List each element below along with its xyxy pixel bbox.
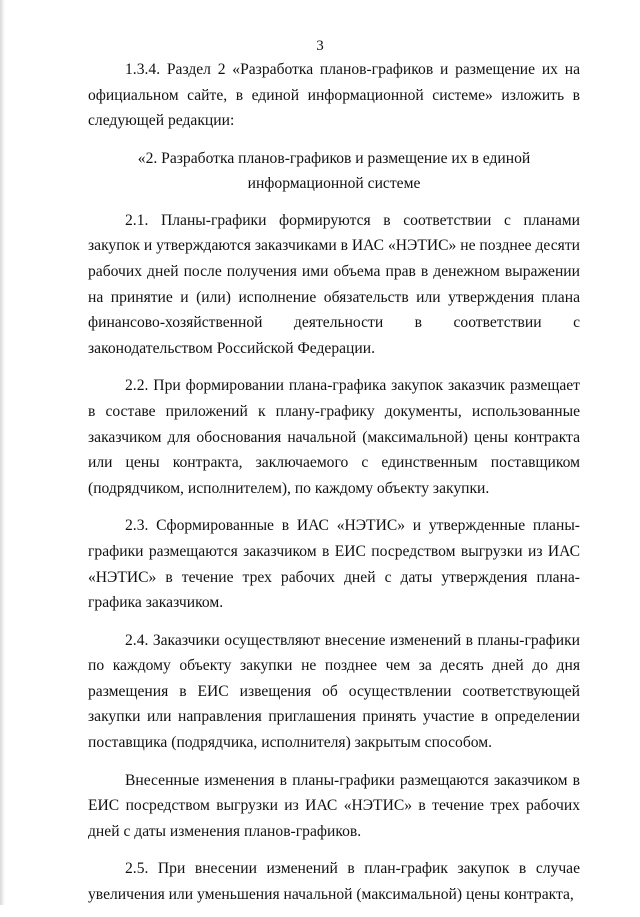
paragraph-2-1: 2.1. Планы-графики формируются в соответствии с планами закупок и утверждаются заказчиками в ИАС «НЭТИС» не позднее десяти рабочих дней после получения ими объема прав в денежном выражении на принятие и (или) исполнение обязательств или утверждения плана финансово-хозяйственной деятельности в соответствии с законодательством Российской Федерации. xyxy=(88,211,580,357)
document-body xyxy=(88,57,580,917)
paragraph-2-4: 2.4. Заказчики осуществляют внесение изменений в планы-графики по каждому объекту закупки не позднее чем за десять дней до дня размещения в ЕИС извещения об осуществлении соответствующей закупки или направления приглашения принять участие в определении поставщика (подрядчика, исполнителя) закрытым способом. xyxy=(88,631,580,752)
paragraph-2-2: 2.2. При формировании плана-графика закупок заказчик размещает в составе приложений к плану-графику документы, использованные заказчиком для обоснования начальной (максимальной) цены контракта или цены контракта, заключаемого с единственным поставщиком (подрядчиком, исполнителем), по каждому объекту закупки. xyxy=(88,377,580,497)
page-number: 3 xyxy=(316,38,324,54)
paragraph-changes-posted: Внесенные изменения в планы-графики размещаются заказчиком в ЕИС посредством выгрузки из ИАС «НЭТИС» в течение трех рабочих дней с даты изменения планов-графиков. xyxy=(88,771,580,840)
paragraph-2-5: 2.5. При внесении изменений в план-график закупок в случае увеличения или уменьшения начальной (максимальной) цены контракта, xyxy=(88,860,580,904)
section-heading: «2. Разработка планов-графиков и размещение их в единой информационной системе xyxy=(137,149,531,192)
paragraph-2-3: 2.3. Сформированные в ИАС «НЭТИС» и утвержденные планы-графики размещаются заказчиком в ЕИС посредством выгрузки из ИАС «НЭТИС» в течение трех рабочих дней с даты утверждения плана-графика заказчиком. xyxy=(88,517,580,612)
scan-edge-shadow xyxy=(0,0,5,905)
paragraph-1-3-4: 1.3.4. Раздел 2 «Разработка планов-графиков и размещение их на официальном сайте, в единой информационной системе» изложить в следующей редакции: xyxy=(88,61,580,130)
